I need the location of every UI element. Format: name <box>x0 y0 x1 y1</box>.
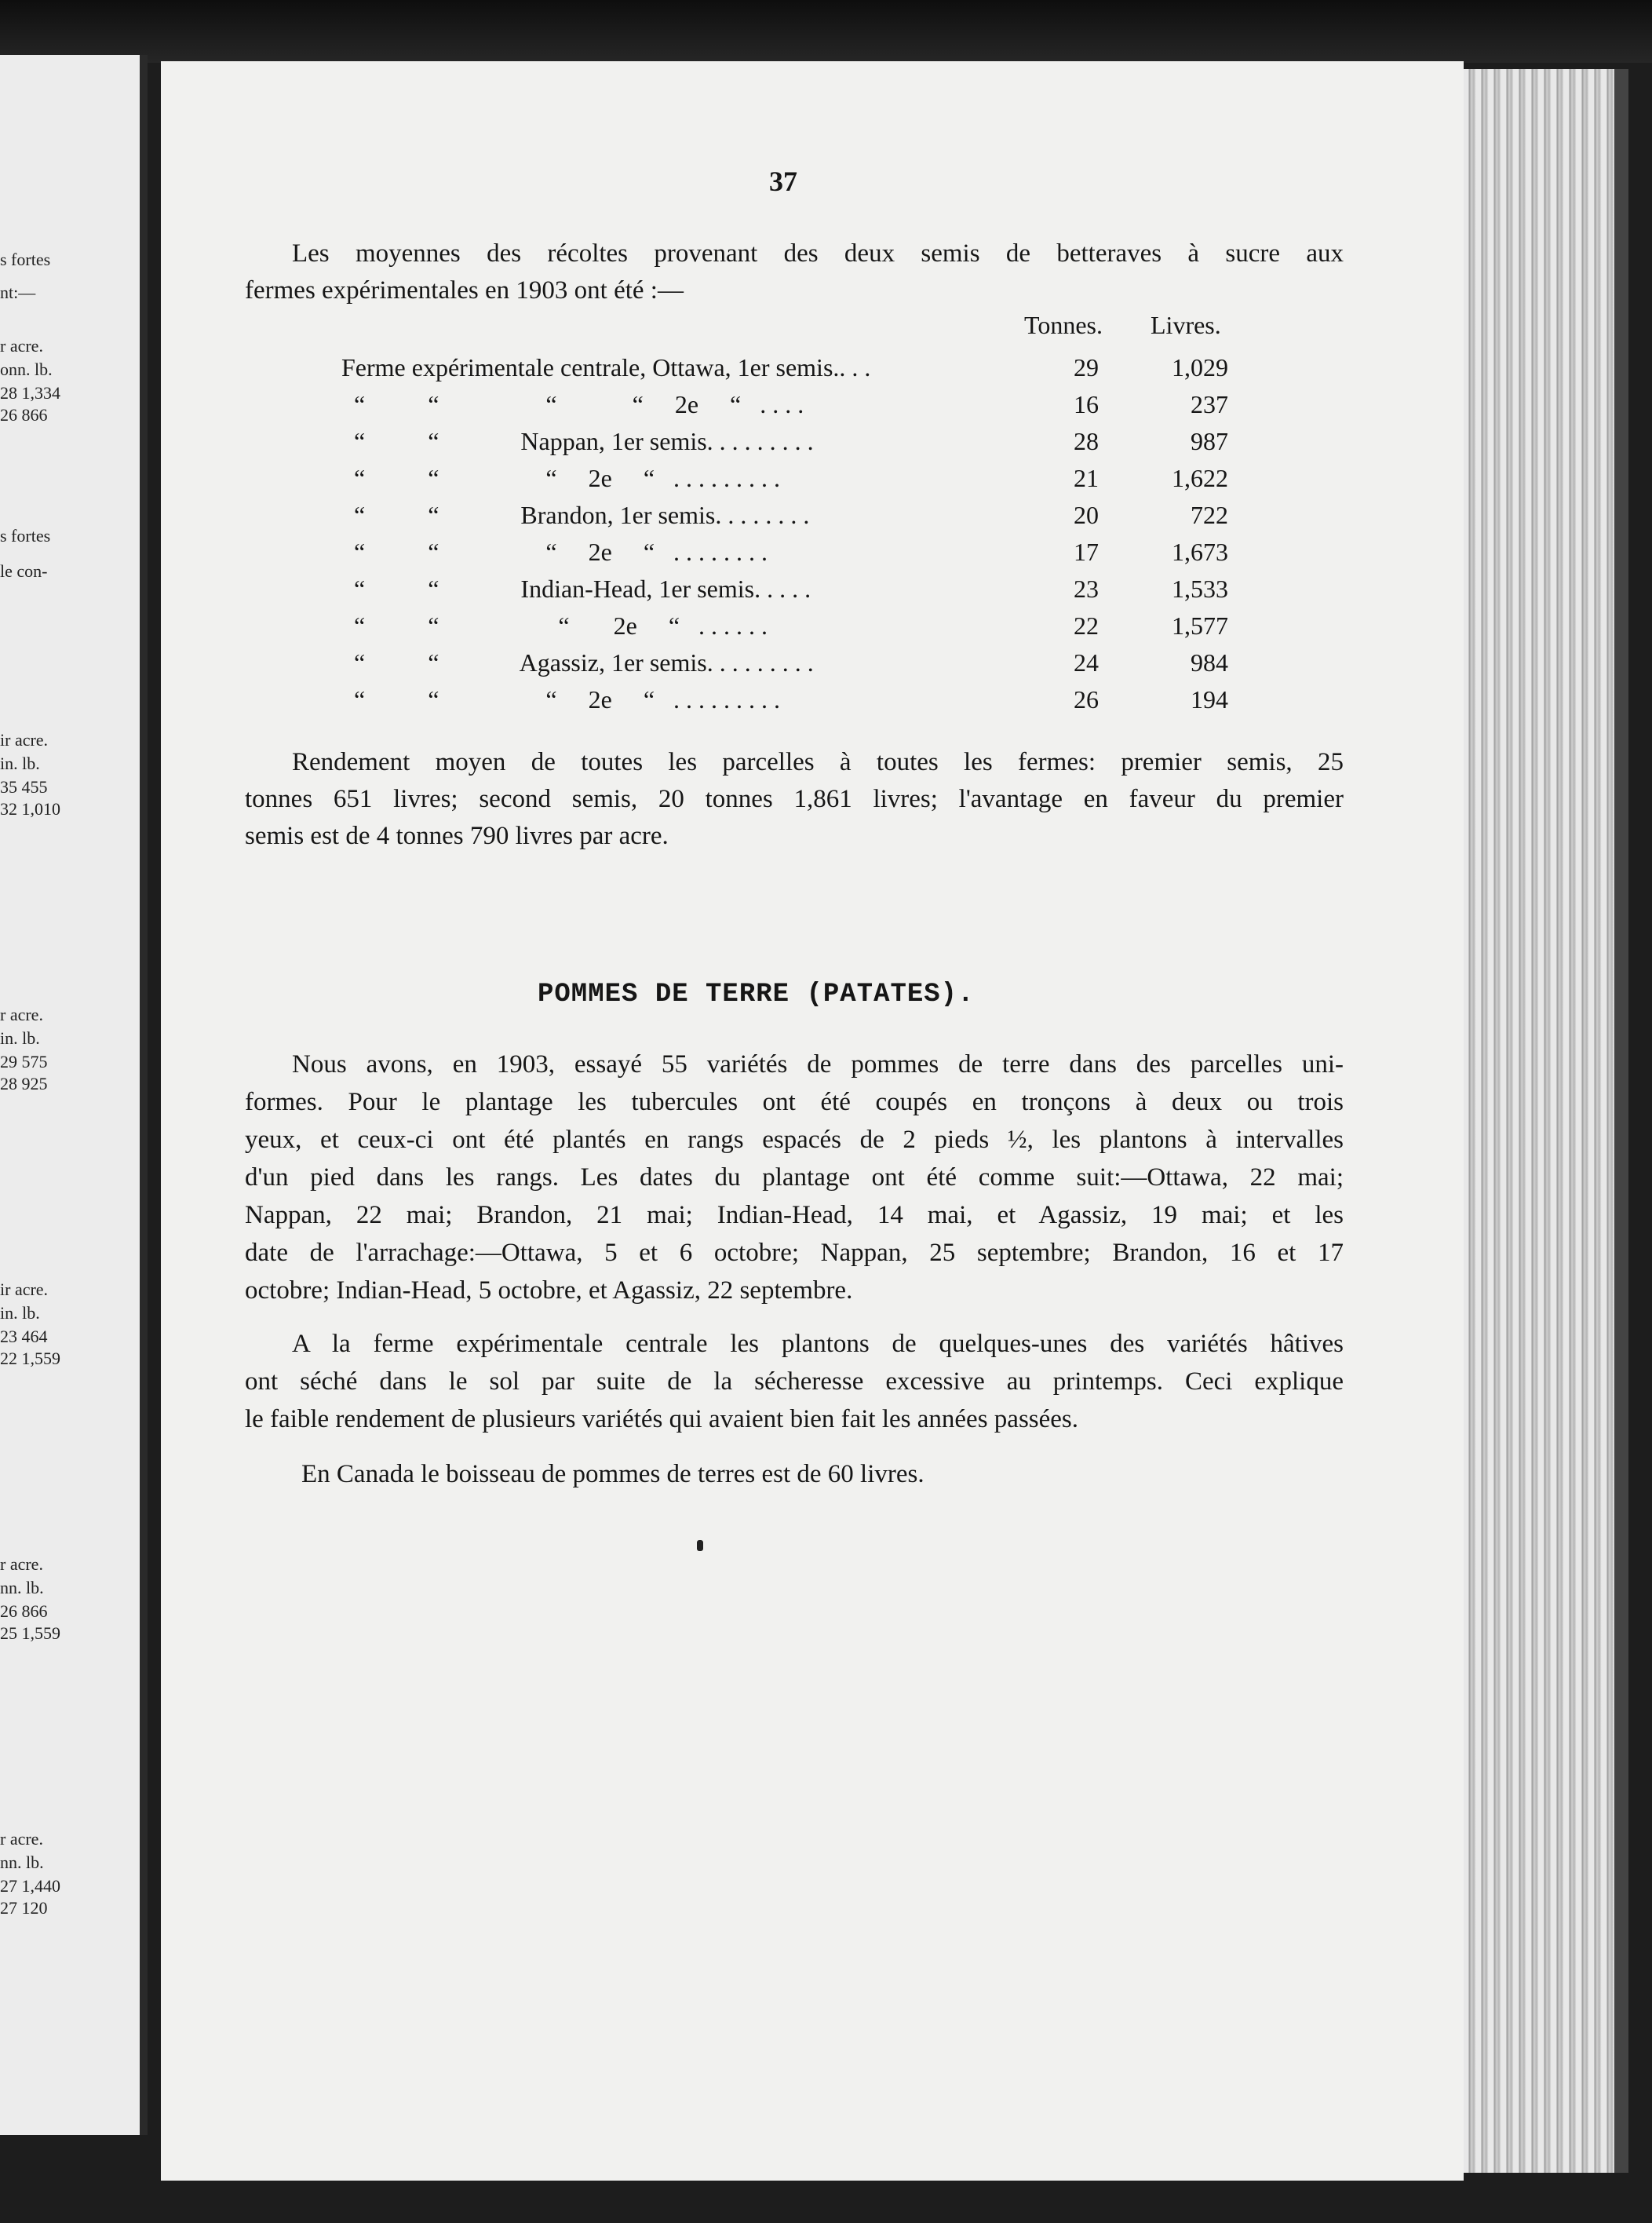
intro-line: Les moyennes des récoltes provenant des deux semis de betteraves à sucre aux <box>292 239 1344 268</box>
row-tonnes: 22 <box>1074 611 1099 640</box>
row-livres: 237 <box>1191 390 1228 418</box>
column-header-tonnes: Tonnes. <box>1024 311 1103 339</box>
row-tonnes: 26 <box>1074 685 1099 714</box>
left-fragment: 29 575 <box>0 1052 48 1071</box>
left-fragment: s fortes <box>0 526 51 546</box>
row-livres: 722 <box>1191 501 1228 529</box>
rendement-line: Rendement moyen de toutes les parcelles à toutes les fermes: premier semis, 25 <box>292 748 1344 776</box>
row-tonnes: 29 <box>1074 353 1099 381</box>
section-heading: POMMES DE TERRE (PATATES). <box>538 980 975 1009</box>
row-label: “ “ “ 2e “ . . . . . . . . . <box>341 464 781 492</box>
table-row <box>341 353 1244 389</box>
left-fragment: in. lb. <box>0 1028 40 1048</box>
paragraph-line: En Canada le boisseau de pommes de terres est de 60 livres. <box>301 1460 924 1488</box>
row-tonnes: 28 <box>1074 427 1099 455</box>
row-livres: 987 <box>1191 427 1228 455</box>
table-row <box>341 575 1244 611</box>
paragraph-line: Nous avons, en 1903, essayé 55 variétés de pommes de terre dans des parcelles uni- <box>292 1050 1344 1079</box>
left-fragment: nt:— <box>0 283 36 302</box>
row-tonnes: 16 <box>1074 390 1099 418</box>
table-row <box>341 427 1244 463</box>
table-row <box>341 464 1244 500</box>
table-row <box>341 501 1244 537</box>
left-fragment: le con- <box>0 561 48 581</box>
left-fragment: r acre. <box>0 1554 43 1574</box>
left-fragment: 26 866 <box>0 1601 48 1621</box>
row-label: “ “ “ 2e “ . . . . . . <box>341 611 768 640</box>
left-fragment: in. lb. <box>0 754 40 773</box>
left-fragment: 28 1,334 <box>0 383 60 403</box>
paragraph-line: ont séché dans le sol par suite de la sécheresse excessive au printemps. Ceci explique <box>245 1367 1344 1396</box>
row-livres: 1,533 <box>1172 575 1228 603</box>
left-fragment: 35 455 <box>0 777 48 797</box>
ink-mark <box>697 1540 703 1551</box>
table-row <box>341 648 1244 684</box>
paragraph-line: d'un pied dans les rangs. Les dates du plantage ont été comme suit:—Ottawa, 22 mai; <box>245 1163 1344 1192</box>
left-fragment: r acre. <box>0 1005 43 1024</box>
left-fragment: onn. lb. <box>0 360 53 379</box>
table-row <box>341 611 1244 648</box>
left-fragment: 26 866 <box>0 405 48 425</box>
row-livres: 194 <box>1191 685 1228 714</box>
paragraph-line: le faible rendement de plusieurs variétés qui avaient bien fait les années passées. <box>245 1405 1079 1433</box>
left-fragment: in. lb. <box>0 1303 40 1323</box>
row-tonnes: 21 <box>1074 464 1099 492</box>
left-fragment: 27 1,440 <box>0 1876 60 1896</box>
left-fragment: 32 1,010 <box>0 799 60 819</box>
left-fragment: 25 1,559 <box>0 1623 60 1643</box>
rendement-line: tonnes 651 livres; second semis, 20 tonnes 1,861 livres; l'avantage en faveur du premier <box>245 785 1344 813</box>
table-row <box>341 390 1244 426</box>
paragraph-line: yeux, et ceux-ci ont été plantés en rangs espacés de 2 pieds ½, les plantons à intervalles <box>245 1126 1344 1154</box>
paragraph-line: date de l'arrachage:—Ottawa, 5 et 6 octobre; Nappan, 25 septembre; Brandon, 16 et 17 <box>245 1239 1344 1267</box>
potato-paragraph-1 <box>245 1046 1344 1309</box>
intro-paragraph <box>245 235 1344 309</box>
left-fragment: r acre. <box>0 336 43 356</box>
row-label: “ “ Agassiz, 1er semis. . . . . . . . . <box>341 648 814 677</box>
potato-paragraph-3 <box>245 1455 1344 1493</box>
left-fragment: 28 925 <box>0 1074 48 1093</box>
row-label: “ “ Indian-Head, 1er semis. . . . . <box>341 575 811 603</box>
rendement-line: semis est de 4 tonnes 790 livres par acre. <box>245 822 669 850</box>
row-livres: 1,673 <box>1172 538 1228 566</box>
row-tonnes: 20 <box>1074 501 1099 529</box>
row-tonnes: 24 <box>1074 648 1099 677</box>
row-livres: 984 <box>1191 648 1228 677</box>
left-fragment: 27 120 <box>0 1898 48 1918</box>
row-label: “ “ “ 2e “ . . . . . . . . . <box>341 685 781 714</box>
paragraph-line: Nappan, 22 mai; Brandon, 21 mai; Indian-Head, 14 mai, et Agassiz, 19 mai; et les <box>245 1201 1344 1229</box>
row-livres: 1,622 <box>1172 464 1228 492</box>
left-fragment: ir acre. <box>0 1279 49 1299</box>
left-fragment: nn. lb. <box>0 1578 44 1597</box>
row-livres: 1,577 <box>1172 611 1228 640</box>
left-fragment: nn. lb. <box>0 1852 44 1872</box>
left-fragment: 23 464 <box>0 1327 48 1346</box>
left-page-fragment <box>0 55 148 2135</box>
row-label: “ “ Nappan, 1er semis. . . . . . . . . <box>341 427 814 455</box>
left-fragment: r acre. <box>0 1829 43 1849</box>
rendement-paragraph <box>245 744 1344 855</box>
table-row <box>341 685 1244 721</box>
left-fragment: s fortes <box>0 250 51 269</box>
paragraph-line: octobre; Indian-Head, 5 octobre, et Agassiz, 22 septembre. <box>245 1276 853 1305</box>
row-label: “ “ “ “ 2e “ . . . . <box>341 390 804 418</box>
row-livres: 1,029 <box>1172 353 1228 381</box>
potato-paragraph-2 <box>245 1325 1344 1438</box>
row-tonnes: 23 <box>1074 575 1099 603</box>
row-tonnes: 17 <box>1074 538 1099 566</box>
paragraph-line: formes. Pour le plantage les tubercules ont été coupés en tronçons à deux ou trois <box>245 1088 1344 1116</box>
left-fragment: 22 1,559 <box>0 1349 60 1368</box>
row-label: “ “ Brandon, 1er semis. . . . . . . . <box>341 501 810 529</box>
scan-background <box>0 0 1652 63</box>
row-label: “ “ “ 2e “ . . . . . . . . <box>341 538 768 566</box>
paragraph-line: A la ferme expérimentale centrale les plantons de quelques-unes des variétés hâtives <box>292 1330 1344 1358</box>
intro-line: fermes expérimentales en 1903 ont été :— <box>245 276 684 305</box>
column-header-livres: Livres. <box>1151 311 1221 339</box>
table-row <box>341 538 1244 574</box>
row-label: Ferme expérimentale centrale, Ottawa, 1er semis.. . . <box>341 353 871 381</box>
book-page-edges <box>1464 69 1628 2173</box>
left-fragment: ir acre. <box>0 730 49 750</box>
page-number: 37 <box>769 166 797 197</box>
